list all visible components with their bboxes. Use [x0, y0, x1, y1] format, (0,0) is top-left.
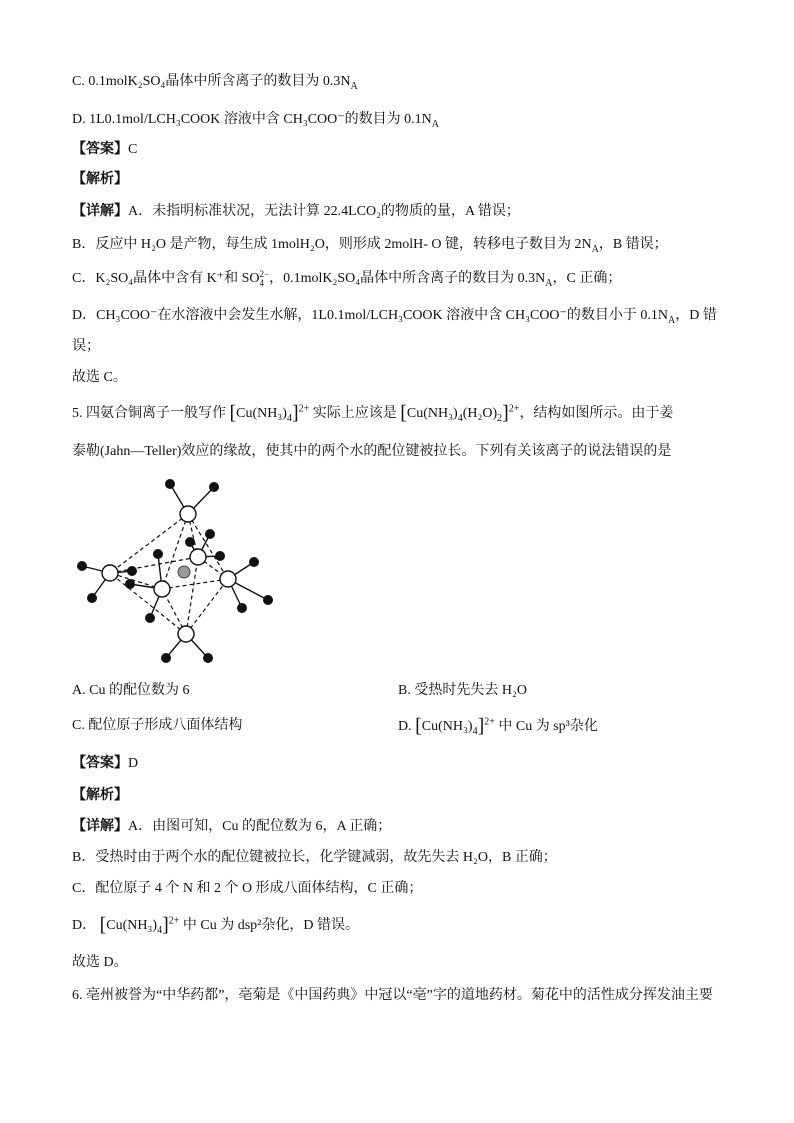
q5-detail-d: D． $[Cu(NH_3)_4]^{2+}$ 中 Cu 为 dsp²杂化，D 错误。: [72, 914, 359, 936]
sulfate-formula: SO 2− 4: [241, 268, 270, 288]
q4-answer: 【答案】C: [72, 142, 138, 157]
ligand-atoms: [102, 506, 236, 642]
q5-answer: 【答案】D: [72, 756, 139, 771]
q5-detail-a: 【详解】A．由图可知，Cu 的配位数为 6，A 正确；: [72, 819, 392, 834]
q4-detail-a: 【详解】A．未指明标准状况，无法计算 22.4LCO₂的物质的量，A 错误；: [72, 204, 520, 219]
q5-detail-b: B．受热时由于两个水的配位键被拉长，化学键减弱，故先失去 H₂O，B 正确；: [72, 850, 557, 865]
q4-analysis-label: 【解析】: [72, 172, 128, 187]
q5-detail-c: C．配位原子 4 个 N 和 2 个 O 形成八面体结构，C 正确；: [72, 881, 423, 896]
q4-detail-d: D．CH₃COO⁻在水溶液中会发生水解，1L0.1mol/LCH₃COOK 溶液中含 CH₃COO⁻的数目小于 $0.1N_A$，D 错: [72, 308, 717, 326]
complex-structure-diagram: [70, 472, 280, 668]
copper-atom: [178, 566, 190, 578]
q4-conclusion: 故选 C。: [72, 370, 127, 385]
answer-label: 【答案】: [72, 142, 128, 157]
answer-label: 【答案】: [72, 756, 128, 771]
q4-detail-d-cont: 误；: [72, 339, 100, 354]
q5-stem-line1: 5. 四氨合铜离子一般写作 $[Cu(NH_3)_4]^{2+}$ 实际上应该是 $[Cu(NH_3)_4(H_2O)_2]^{2+}$，结构如图所示。由于姜: [72, 402, 674, 424]
q5-option-b: B. 受热时先失去 H₂O: [398, 683, 527, 698]
q4-detail-b: B．反应中 H₂O 是产物，每生成 1molH₂O，则形成 2molH- O 键，转移电子数目为 $2N_A$，B 错误；: [72, 237, 668, 255]
q5-option-c: C. 配位原子形成八面体结构: [72, 718, 243, 733]
q5-option-a: A. Cu 的配位数为 6: [72, 683, 190, 698]
q6-stem: 6. 亳州被誉为“中华药都”，亳菊是《中国药典》中冠以“亳”字的道地药材。菊花中的活性成分挥发油主要: [72, 988, 713, 1003]
q4-option-c: C. 0.1molK₂SO₄晶体中所含离子的数目为 $0.3N_A$: [72, 74, 358, 92]
q4-detail-c: C．K₂SO₄晶体中含有 K⁺和 SO 2− 4 ，0.1molK₂SO₄晶体中所含离子的数目为 $0.3N_A$，C 正确；: [72, 268, 622, 289]
q5-conclusion: 故选 D。: [72, 955, 128, 970]
q5-analysis-label: 【解析】: [72, 788, 128, 803]
q5-option-d: D. $[Cu(NH_3)_4]^{2+}$ 中 Cu 为 sp³杂化: [398, 715, 598, 737]
q4-option-d: D. 1L0.1mol/LCH₃COOK 溶液中含 CH₃COO⁻的数目为 $0.1N_A$: [72, 112, 440, 130]
q5-stem-line2: 泰勒(Jahn—Teller)效应的缘故，使其中的两个水的配位键被拉长。下列有关该离子的说法错误的是: [72, 444, 672, 459]
